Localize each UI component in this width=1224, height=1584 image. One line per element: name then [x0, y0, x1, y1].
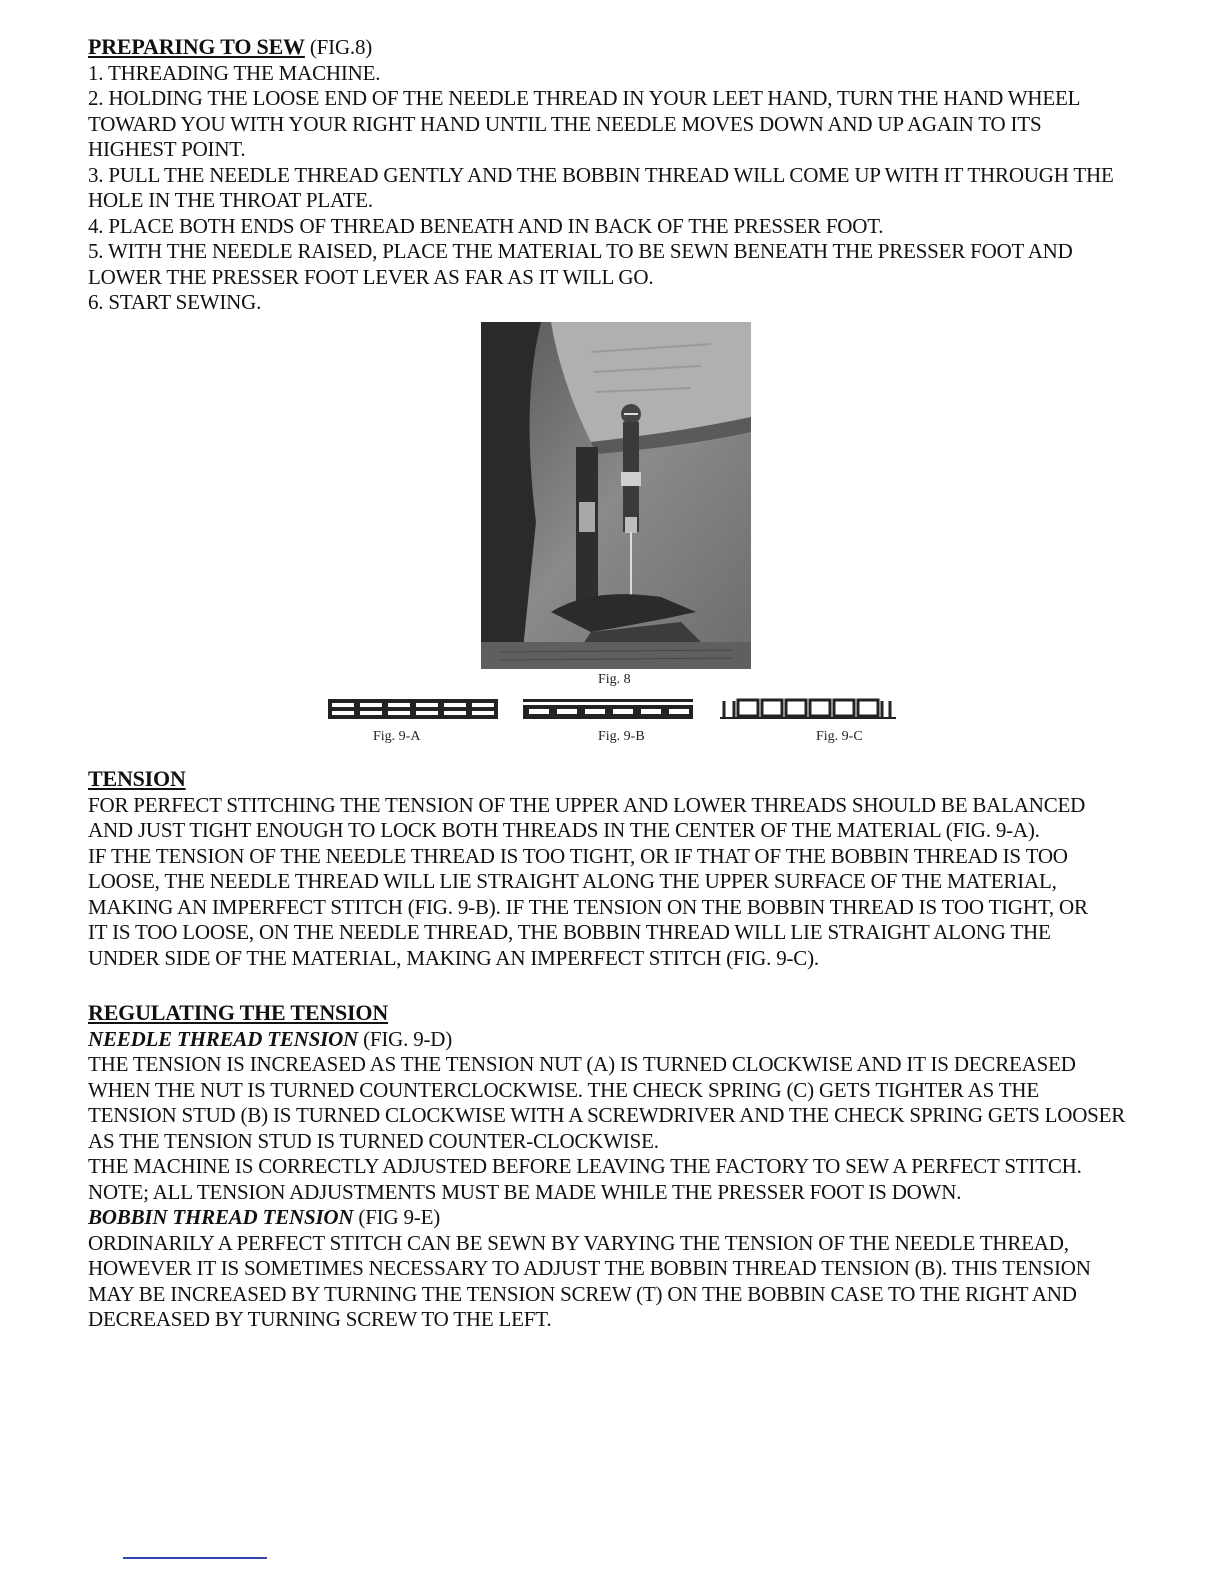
body-line: 2. HOLDING THE LOOSE END OF THE NEEDLE THREAD IN YOUR LEET HAND, TURN THE HAND WHEEL	[88, 86, 1081, 110]
body-line: HIGHEST POINT.	[88, 137, 246, 161]
body-line: FOR PERFECT STITCHING THE TENSION OF THE UPPER AND LOWER THREADS SHOULD BE BALANCED	[88, 792, 1086, 817]
body-line: AS THE TENSION STUD IS TURNED COUNTER-CLOCKWISE.	[88, 1128, 659, 1153]
section-heading-line	[88, 34, 1222, 61]
subheading-figure-reference: (FIG. 9-D)	[358, 1026, 453, 1051]
body-line: NOTE; ALL TENSION ADJUSTMENTS MUST BE MADE WHILE THE PRESSER FOOT IS DOWN.	[88, 1179, 962, 1204]
figure-9a-caption: Fig. 9-A	[373, 729, 421, 744]
body-line: MAY BE INCREASED BY TURNING THE TENSION SCREW (T) ON THE BOBBIN CASE TO THE RIGHT AND	[88, 1281, 1077, 1306]
section-heading: TENSION	[88, 766, 186, 791]
body-line: HOLE IN THE THROAT PLATE.	[88, 188, 373, 212]
section-tension	[88, 766, 1222, 971]
body-line: THE TENSION IS INCREASED AS THE TENSION NUT (A) IS TURNED CLOCKWISE AND IT IS DECREASED	[88, 1052, 1076, 1076]
body-line: LOWER THE PRESSER FOOT LEVER AS FAR AS IT WILL GO.	[88, 264, 654, 289]
body-line: ORDINARILY A PERFECT STITCH CAN BE SEWN BY VARYING THE TENSION OF THE NEEDLE THREAD,	[88, 1230, 1069, 1255]
body-line: 3. PULL THE NEEDLE THREAD GENTLY AND THE BOBBIN THREAD WILL COME UP WITH IT THROUGH THE	[88, 162, 1114, 187]
body-line: THE MACHINE IS CORRECTLY ADJUSTED BEFORE LEAVING THE FACTORY TO SEW A PERFECT STITCH.	[88, 1154, 1082, 1178]
stitch-illustration-tight-bobbin	[720, 696, 896, 722]
body-line: AND JUST TIGHT ENOUGH TO LOCK BOTH THREADS IN THE CENTER OF THE MATERIAL (FIG. 9-A).	[88, 818, 1040, 842]
body-line: DECREASED BY TURNING SCREW TO THE LEFT.	[88, 1307, 552, 1331]
body-line: 5. WITH THE NEEDLE RAISED, PLACE THE MATERIAL TO BE SEWN BENEATH THE PRESSER FOOT AND	[88, 239, 1073, 263]
body-line: 1. THREADING THE MACHINE.	[88, 60, 381, 85]
body-line: 4. PLACE BOTH ENDS OF THREAD BENEATH AND IN BACK OF THE PRESSER FOOT.	[88, 213, 884, 238]
section-regulating-the-tension	[88, 1000, 1222, 1333]
body-line: IF THE TENSION OF THE NEEDLE THREAD IS TOO TIGHT, OR IF THAT OF THE BOBBIN THREAD IS TOO	[88, 843, 1068, 868]
heading-figure-reference: (FIG.8)	[304, 35, 373, 59]
body-line: WHEN THE NUT IS TURNED COUNTERCLOCKWISE. THE CHECK SPRING (C) GETS TIGHTER AS THE	[88, 1077, 1039, 1102]
section-preparing-to-sew	[88, 34, 1222, 316]
section-heading: PREPARING TO SEW	[88, 34, 305, 59]
subheading-line	[88, 1027, 1222, 1053]
section-heading: REGULATING THE TENSION	[88, 1000, 389, 1025]
section-heading-line	[88, 1000, 1222, 1027]
body-line: MAKING AN IMPERFECT STITCH (FIG. 9-B). IF THE TENSION ON THE BOBBIN THREAD IS TOO TIGHT, OR	[88, 894, 1088, 919]
subheading-line	[88, 1205, 1222, 1231]
footer-rule	[123, 1557, 267, 1559]
body-line: HOWEVER IT IS SOMETIMES NECESSARY TO ADJUST THE BOBBIN THREAD TENSION (B). THIS TENSION	[88, 1256, 1091, 1280]
needle-thread-tension-subheading: NEEDLE THREAD TENSION	[88, 1026, 359, 1051]
body-line: IT IS TOO LOOSE, ON THE NEEDLE THREAD, THE BOBBIN THREAD WILL LIE STRAIGHT ALONG THE	[88, 920, 1051, 944]
body-line: TENSION STUD (B) IS TURNED CLOCKWISE WITH A SCREWDRIVER AND THE CHECK SPRING GETS LOOSER	[88, 1103, 1126, 1127]
body-line: UNDER SIDE OF THE MATERIAL, MAKING AN IMPERFECT STITCH (FIG. 9-C).	[88, 945, 819, 970]
figure-9b-caption: Fig. 9-B	[598, 729, 645, 744]
subheading-figure-reference: (FIG 9-E)	[353, 1205, 441, 1229]
bobbin-thread-tension-subheading: BOBBIN THREAD TENSION	[88, 1205, 354, 1229]
section-heading-line	[88, 766, 1222, 793]
body-line: TOWARD YOU WITH YOUR RIGHT HAND UNTIL THE NEEDLE MOVES DOWN AND UP AGAIN TO ITS	[88, 111, 1042, 136]
stitch-illustration-tight-needle	[523, 696, 693, 722]
sewing-machine-photo	[481, 322, 751, 669]
body-line: LOOSE, THE NEEDLE THREAD WILL LIE STRAIGHT ALONG THE UPPER SURFACE OF THE MATERIAL,	[88, 869, 1057, 893]
body-line: 6. START SEWING.	[88, 290, 262, 314]
stitch-illustration-balanced	[328, 696, 498, 722]
figure-9c-caption: Fig. 9-C	[816, 729, 863, 744]
figure-8-caption: Fig. 8	[598, 672, 631, 687]
